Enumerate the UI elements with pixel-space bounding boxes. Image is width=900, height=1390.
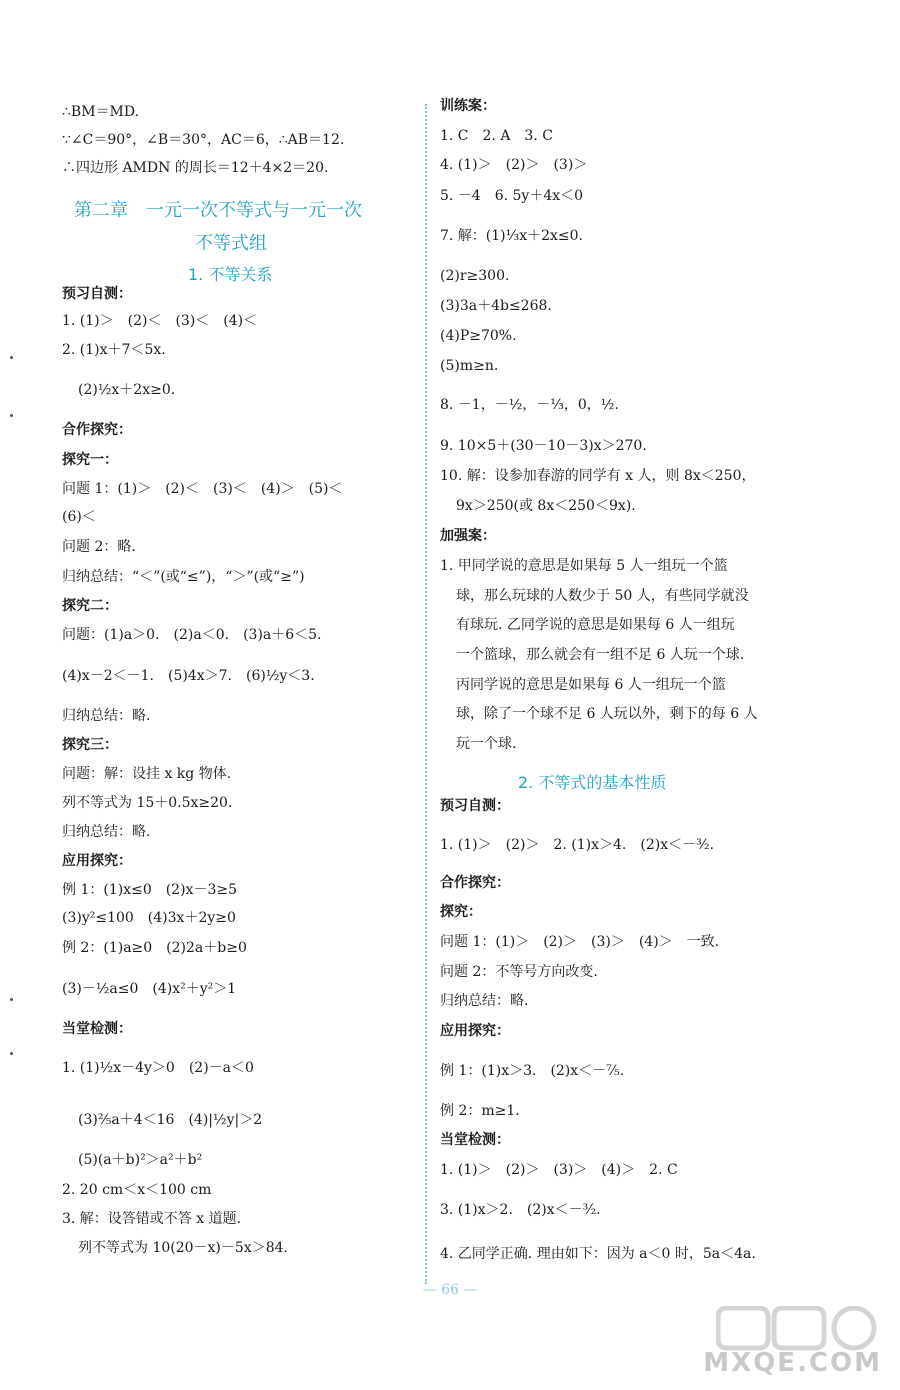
left-line: 问题 1：(1)＞ (2)＜ (3)＜ (4)＞ (5)＜: [62, 481, 343, 497]
right-line: (3)3a＋4b≤268.: [440, 298, 552, 314]
right-line: 玩一个球.: [456, 736, 517, 752]
right-line: 7. 解：(1)⅓x＋2x≤0.: [440, 228, 583, 244]
chapter-title-line-1: 第二章 一元一次不等式与一元一次: [74, 200, 362, 221]
section-title-1: 1. 不等关系: [188, 265, 273, 284]
right-line: 1. 甲同学说的意思是如果每 5 人一组玩一个篮: [440, 558, 728, 574]
right-line: 问题 1：(1)＞ (2)＞ (3)＞ (4)＞ 一致.: [440, 934, 720, 950]
right-line: (2)r≥300.: [440, 268, 510, 284]
left-line: 问题 2：略.: [62, 539, 136, 555]
right-line: 丙同学说的意思是如果每 6 人一组玩一个篮: [456, 677, 726, 693]
right-line: 归纳总结：略.: [440, 993, 529, 1009]
scan-mark: [10, 414, 13, 417]
right-line: 9x＞250(或 8x＜250＜9x).: [456, 498, 636, 514]
right-line: 例 1：(1)x＞3. (2)x＜－⁷⁄₅.: [440, 1063, 625, 1079]
right-line: 问题 2：不等号方向改变.: [440, 964, 598, 980]
right-line: (4)P≥70%.: [440, 328, 517, 344]
left-line: 问题：(1)a＞0. (2)a＜0. (3)a＋6＜5.: [62, 627, 322, 643]
left-line: (4)x－2＜－1. (5)4x＞7. (6)½y＜3.: [62, 668, 315, 684]
right-line: 合作探究：: [440, 875, 510, 891]
right-line: 球，除了一个球不足 6 人玩以外，剩下的每 6 人: [456, 706, 758, 722]
left-line: (3)⅖a＋4＜16 (4)|½y|＞2: [78, 1112, 263, 1128]
scan-mark: [10, 356, 13, 359]
right-line: 8. －1，－½，－⅓，0，½.: [440, 397, 619, 413]
left-line: 当堂检测：: [62, 1021, 132, 1037]
right-line: 1. (1)＞ (2)＞ 2. (1)x＞4. (2)x＜－³⁄₂.: [440, 837, 715, 853]
watermark-text: MXQE.COM: [703, 1348, 882, 1378]
chapter-title-line-2: 不等式组: [195, 233, 267, 254]
left-line: ∴四边形 AMDN 的周长＝12＋4×2＝20.: [62, 160, 329, 176]
scan-mark: [10, 1052, 13, 1055]
left-line: 应用探究：: [62, 853, 132, 869]
column-divider: [425, 104, 427, 1284]
left-line: 2. 20 cm＜x＜100 cm: [62, 1182, 212, 1198]
right-line: (5)m≥n.: [440, 358, 499, 374]
right-line: 应用探究：: [440, 1023, 510, 1039]
right-line: 球，那么玩球的人数少于 50 人，有些同学就没: [456, 588, 749, 604]
left-line: ∵∠C＝90°，∠B＝30°，AC＝6，∴AB＝12.: [62, 132, 345, 148]
left-line: 归纳总结：略.: [62, 708, 151, 724]
left-line: 合作探究：: [62, 422, 132, 438]
right-line: 一个篮球，那么就会有一组不足 6 人玩一个球.: [456, 647, 745, 663]
right-line: 1. C 2. A 3. C: [440, 128, 553, 144]
left-line: (6)＜: [62, 509, 96, 525]
left-line: ∴BM＝MD.: [62, 104, 140, 120]
left-line: 探究一：: [62, 452, 118, 468]
left-line: 2. (1)x＋7＜5x.: [62, 342, 166, 358]
left-line: (5)(a＋b)²＞a²＋b²: [78, 1152, 203, 1168]
left-line: (3)－½a≤0 (4)x²＋y²＞1: [62, 981, 237, 997]
left-line: 归纳总结：“＜”(或“≤”)，“＞”(或“≥”): [62, 569, 305, 585]
left-line: 例 1：(1)x≤0 (2)x－3≥5: [62, 882, 237, 898]
right-line: 训练案：: [440, 98, 496, 114]
right-line: 1. (1)＞ (2)＞ (3)＞ (4)＞ 2. C: [440, 1162, 678, 1178]
right-line: 加强案：: [440, 528, 496, 544]
right-line: 当堂检测：: [440, 1132, 510, 1148]
left-line: 探究二：: [62, 598, 118, 614]
right-line: 5. －4 6. 5y＋4x＜0: [440, 188, 584, 204]
scan-mark: [10, 998, 13, 1001]
right-line: 10. 解：设参加春游的同学有 x 人，则 8x＜250，: [440, 468, 756, 484]
left-line: (2)½x＋2x≥0.: [78, 382, 176, 398]
left-line: 列不等式为 10(20－x)－5x＞84.: [78, 1240, 288, 1256]
left-line: 列不等式为 15＋0.5x≥20.: [62, 795, 233, 811]
left-line: 3. 解：设答错或不答 x 道题.: [62, 1211, 242, 1227]
right-line: 例 2：m≥1.: [440, 1103, 520, 1119]
left-line: 例 2：(1)a≥0 (2)2a＋b≥0: [62, 940, 247, 956]
right-line: 4. 乙同学正确. 理由如下：因为 a＜0 时，5a＜4a.: [440, 1246, 756, 1262]
right-line: 4. (1)＞ (2)＞ (3)＞: [440, 157, 588, 173]
right-line: 9. 10×5＋(30－10－3)x＞270.: [440, 438, 647, 454]
section-title-2: 2. 不等式的基本性质: [518, 773, 667, 792]
left-line: (3)y²≤100 (4)3x＋2y≥0: [62, 910, 236, 926]
left-line: 归纳总结：略.: [62, 824, 151, 840]
left-line: 预习自测：: [62, 286, 132, 302]
right-line: 3. (1)x＞2. (2)x＜－³⁄₂.: [440, 1202, 601, 1218]
left-line: 探究三：: [62, 737, 118, 753]
left-line: 1. (1)＞ (2)＜ (3)＜ (4)＜: [62, 313, 258, 329]
right-line: 有球玩. 乙同学说的意思是如果每 6 人一组玩: [456, 617, 735, 633]
left-line: 问题：解：设挂 x kg 物体.: [62, 766, 232, 782]
page-number: — 66 —: [422, 1282, 478, 1298]
right-line: 探究：: [440, 904, 482, 920]
left-line: 1. (1)½x－4y＞0 (2)－a＜0: [62, 1060, 254, 1076]
right-line: 预习自测：: [440, 798, 510, 814]
